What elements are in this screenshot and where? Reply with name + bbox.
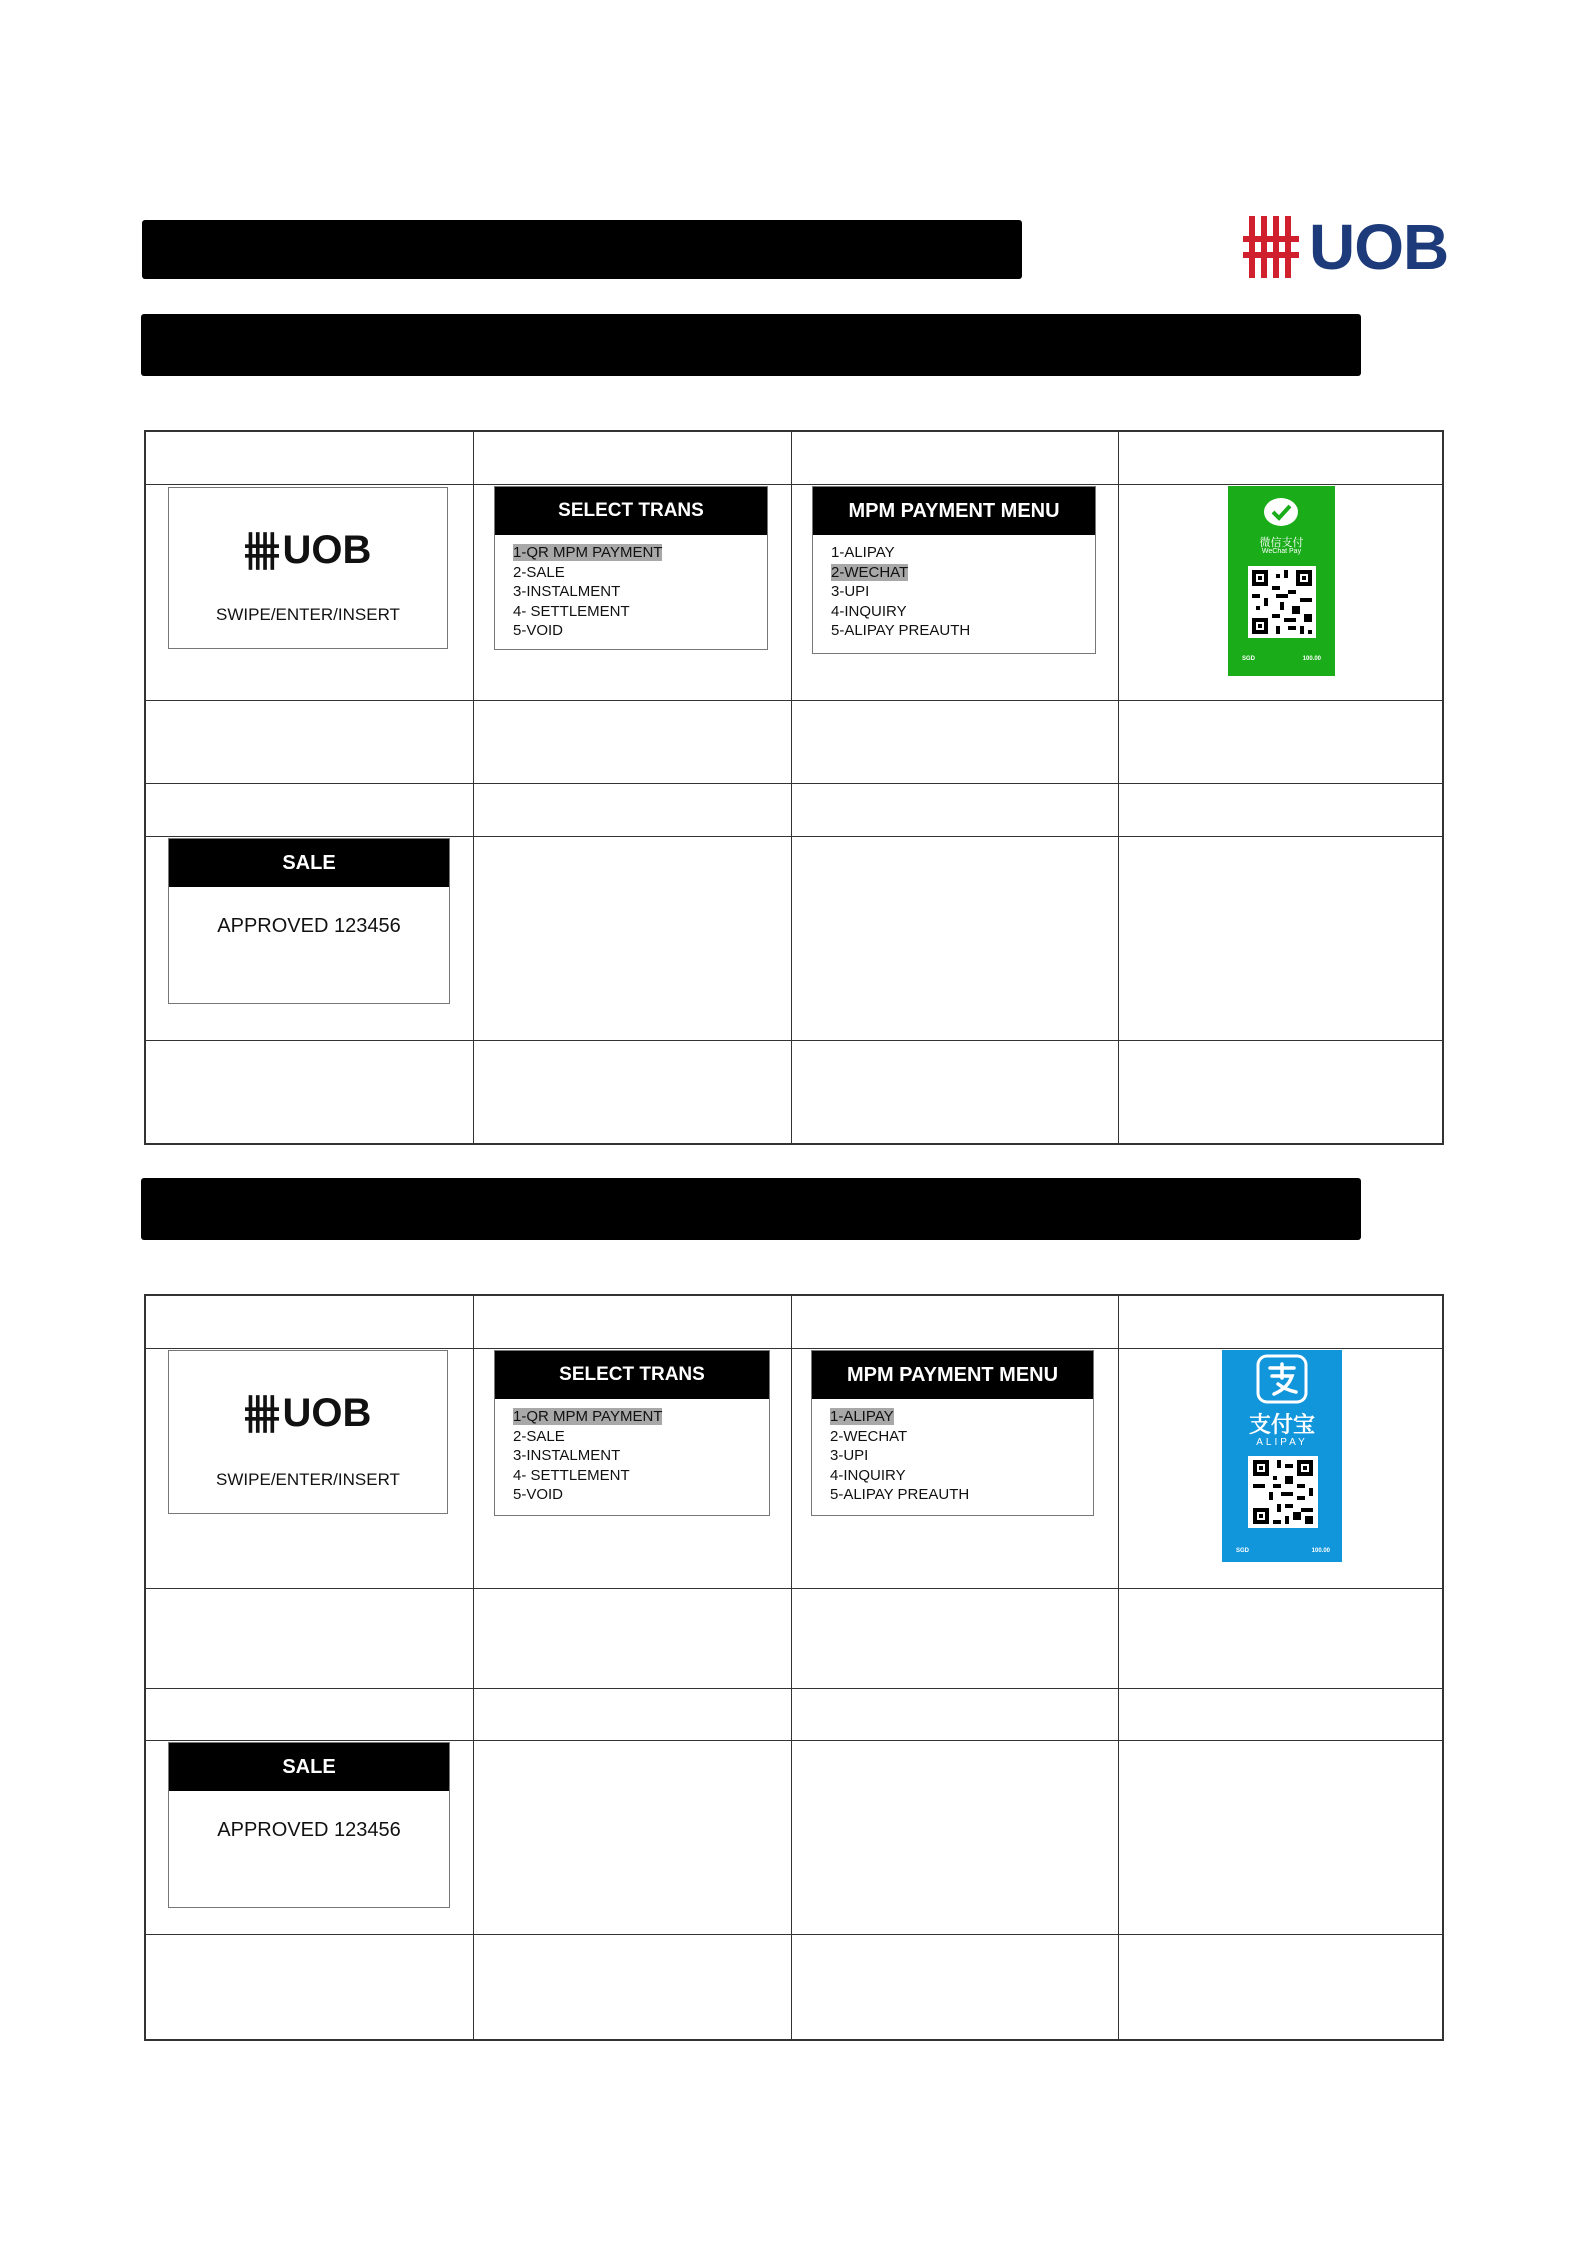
qr-amount: 100.00 — [1311, 1548, 1330, 1554]
terminal-idle-screen — [168, 487, 448, 649]
header-cell — [474, 432, 792, 485]
caption-cell — [1119, 1935, 1443, 2040]
menu-item-upi[interactable]: 3-UPI — [831, 583, 870, 600]
qr-code — [1248, 1456, 1318, 1528]
step-cell — [792, 837, 1119, 1041]
menu-item-wechat[interactable]: 2-WECHAT — [831, 563, 909, 581]
step-cell — [1119, 837, 1443, 1041]
header-cell — [146, 784, 474, 837]
menu-item-wechat[interactable]: 2-WECHAT — [830, 1427, 908, 1445]
caption-cell — [146, 1589, 474, 1689]
caption-cell — [146, 1041, 474, 1144]
header-cell — [792, 1689, 1119, 1741]
menu-item-alipay[interactable]: 1-ALIPAY — [830, 1408, 894, 1425]
step-cell — [1119, 485, 1443, 701]
wechat-pay-native-label: 微信支付 — [1259, 537, 1304, 549]
header-cell — [474, 1296, 792, 1349]
caption-cell — [1119, 701, 1443, 784]
menu-item-void[interactable]: 5-VOID — [513, 622, 564, 639]
uob-logo-text: UOB — [1309, 211, 1449, 283]
header-cell — [792, 784, 1119, 837]
sale-approved-screen — [168, 1742, 450, 1908]
qr-amount: 100.00 — [1302, 656, 1321, 662]
mpm-menu-list — [813, 535, 1095, 641]
caption-cell — [146, 1935, 474, 2040]
menu-item-inquiry[interactable]: 4-INQUIRY — [831, 602, 907, 620]
caption-cell — [1119, 1589, 1443, 1689]
step-cell — [474, 1349, 792, 1589]
sale-approved-screen — [168, 838, 450, 1004]
approval-message: APPROVED 123456 — [217, 915, 401, 937]
wechat-pay-sub-label: WeChat Pay — [1261, 548, 1302, 555]
qr-currency: SGD — [1242, 656, 1256, 662]
approval-message: APPROVED 123456 — [217, 1819, 401, 1841]
uob-logo-icon — [1243, 216, 1299, 278]
caption-cell — [792, 701, 1119, 784]
step-cell — [1119, 1349, 1443, 1589]
caption-cell — [474, 1589, 792, 1689]
trans-menu-list — [495, 1399, 769, 1505]
alipay-native-label: 支付宝 — [1248, 1412, 1315, 1437]
caption-cell — [792, 1589, 1119, 1689]
step-cell — [1119, 1741, 1443, 1935]
step-cell — [474, 837, 792, 1041]
header-cell — [792, 1296, 1119, 1349]
select-trans-screen — [494, 1350, 770, 1516]
screen-title: MPM PAYMENT MENU — [813, 487, 1095, 535]
alipay-sub-label: ALIPAY — [1256, 1437, 1308, 1448]
header-cell — [146, 1296, 474, 1349]
alipay-qr-card — [1222, 1350, 1342, 1562]
header-cell — [1119, 784, 1443, 837]
header-cell — [474, 784, 792, 837]
step-cell — [146, 837, 474, 1041]
uob-logo-icon — [245, 532, 279, 570]
menu-item-alipay-preauth[interactable]: 5-ALIPAY PREAUTH — [830, 1486, 970, 1503]
caption-cell — [792, 1041, 1119, 1144]
swipe-prompt: SWIPE/ENTER/INSERT — [216, 605, 400, 624]
mpm-menu-list — [812, 1399, 1093, 1505]
select-trans-screen — [494, 486, 768, 650]
step-cell — [792, 485, 1119, 701]
menu-item-settlement[interactable]: 4- SETTLEMENT — [513, 602, 630, 620]
menu-item-settlement[interactable]: 4- SETTLEMENT — [513, 1466, 630, 1484]
flow-table-alipay — [144, 1294, 1444, 2041]
menu-item-alipay[interactable]: 1-ALIPAY — [831, 544, 895, 561]
header-cell — [1119, 1689, 1443, 1741]
header-cell — [146, 432, 474, 485]
step-cell — [474, 485, 792, 701]
terminal-idle-screen — [168, 1350, 448, 1514]
menu-item-void[interactable]: 5-VOID — [513, 1486, 564, 1503]
header-cell — [792, 432, 1119, 485]
trans-menu-list — [495, 535, 767, 641]
caption-cell — [474, 701, 792, 784]
alipay-icon — [1256, 1354, 1308, 1404]
step-cell — [146, 485, 474, 701]
caption-cell — [792, 1935, 1119, 2040]
uob-logo-text: UOB — [282, 1391, 372, 1435]
wechat-pay-icon — [1262, 496, 1300, 530]
uob-logo — [1243, 210, 1448, 284]
qr-code — [1248, 566, 1316, 638]
menu-item-instalment[interactable]: 3-INSTALMENT — [513, 583, 621, 600]
mpm-payment-menu-screen — [811, 1350, 1094, 1516]
swipe-prompt: SWIPE/ENTER/INSERT — [216, 1470, 400, 1489]
menu-item-instalment[interactable]: 3-INSTALMENT — [513, 1447, 621, 1464]
screen-title: MPM PAYMENT MENU — [812, 1351, 1093, 1399]
menu-item-qr-mpm[interactable]: 1-QR MPM PAYMENT — [513, 544, 663, 561]
step-cell — [792, 1741, 1119, 1935]
wechat-pay-qr-card — [1228, 486, 1335, 676]
header-cell — [1119, 1296, 1443, 1349]
step-cell — [146, 1349, 474, 1589]
mpm-payment-menu-screen — [812, 486, 1096, 654]
step-cell — [474, 1741, 792, 1935]
menu-item-sale[interactable]: 2-SALE — [513, 1427, 565, 1445]
qr-currency: SGD — [1236, 1548, 1250, 1554]
caption-cell — [474, 1935, 792, 2040]
screen-title: SELECT TRANS — [495, 487, 767, 535]
screen-title: SELECT TRANS — [495, 1351, 769, 1399]
uob-logo-icon — [245, 1395, 279, 1433]
screen-title: SALE — [169, 839, 449, 887]
step-cell — [146, 1741, 474, 1935]
step-cell — [792, 1349, 1119, 1589]
menu-item-upi[interactable]: 3-UPI — [830, 1447, 869, 1464]
header-cell — [1119, 432, 1443, 485]
menu-item-qr-mpm[interactable]: 1-QR MPM PAYMENT — [513, 1408, 663, 1425]
caption-cell — [1119, 1041, 1443, 1144]
redacted-title-bar — [142, 220, 1022, 279]
redacted-section-bar-1 — [141, 314, 1361, 376]
caption-cell — [474, 1041, 792, 1144]
screen-title: SALE — [169, 1743, 449, 1791]
menu-item-sale[interactable]: 2-SALE — [513, 563, 565, 581]
caption-cell — [146, 701, 474, 784]
menu-item-inquiry[interactable]: 4-INQUIRY — [830, 1466, 906, 1484]
header-cell — [474, 1689, 792, 1741]
menu-item-alipay-preauth[interactable]: 5-ALIPAY PREAUTH — [831, 622, 971, 639]
uob-logo-text: UOB — [282, 528, 372, 572]
redacted-section-bar-2 — [141, 1178, 1361, 1240]
flow-table-wechat — [144, 430, 1444, 1145]
header-cell — [146, 1689, 474, 1741]
